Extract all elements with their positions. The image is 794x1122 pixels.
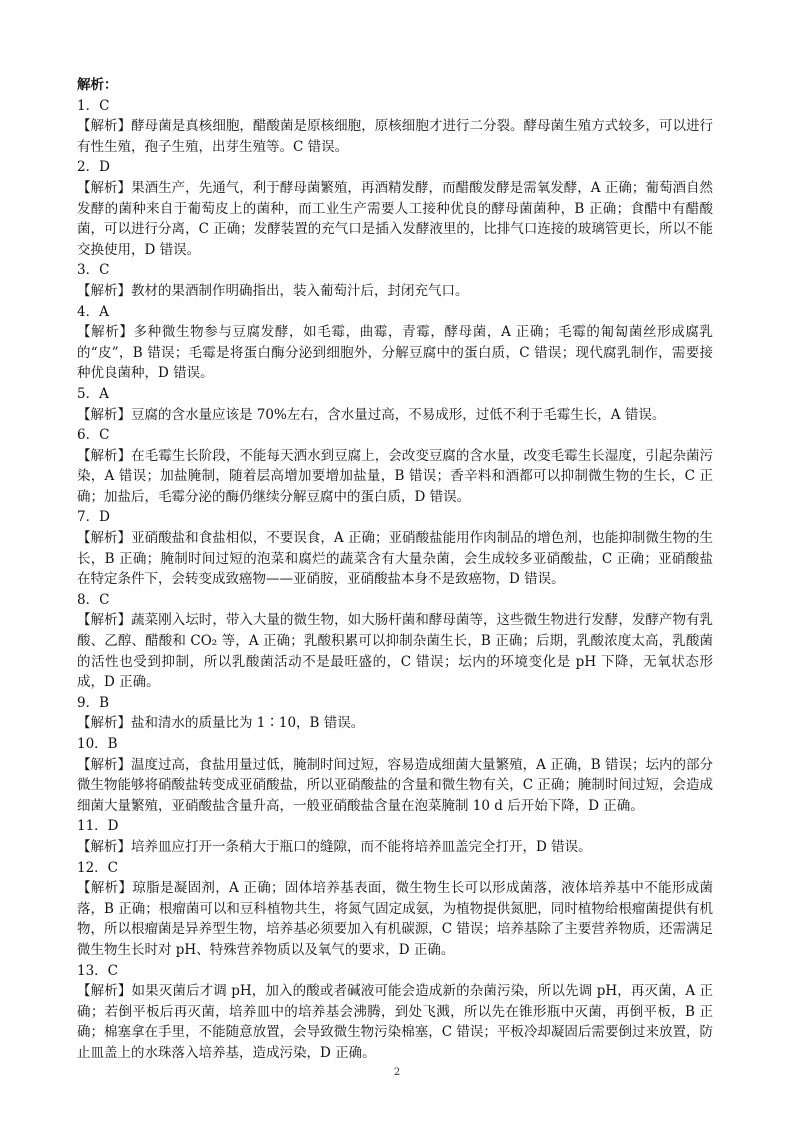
answer-number: 1．C: [77, 97, 110, 114]
explanation-paragraph: [77, 405, 713, 426]
answer-number: 11．D: [77, 818, 119, 835]
explanation-paragraph: [77, 178, 713, 260]
answer-number: 9．B: [77, 694, 110, 711]
page-number: 2: [393, 1067, 401, 1078]
explanation-text: 豆腐的含水量应该是 70%左右，含水量过高，不易成形，过低不利于毛霉生长，A 错误。: [131, 406, 666, 423]
explanation-text: 在毛霉生长阶段，不能每天洒水到豆腐上，会改变豆腐的含水量，改变毛霉生长湿度，引起杂菌污染，A 错误；加盐腌制，随着层高增加要增加盐量，B 错误；香辛料和酒都可以抑制微生物的生长，C 正确；加盐后，毛霉分泌的酶仍继续分解豆腐中的蛋白质，D 错误。: [77, 447, 714, 505]
explanation-text: 多种微生物参与豆腐发酵，如毛霉，曲霉，青霉，酵母菌，A 正确；毛霉的匍匐菌丝形成腐乳的“皮”，B 错误；毛霉是将蛋白酶分泌到细胞外，分解豆腐中的蛋白质，C 错误；现代腐乳制作，需要接种优良菌种，D 错误。: [77, 324, 713, 382]
explanation-tag: 【解析】: [77, 715, 131, 732]
explanation-text: 盐和清水的质量比为 1∶10，B 错误。: [131, 715, 365, 732]
explanation-text: 琼脂是凝固剂，A 正确；固体培养基表面，微生物生长可以形成菌落，液体培养基中不能形成菌落，B 正确；根瘤菌可以和豆科植物共生，将氮气固定成氨，为植物提供氮肥，同时植物给根瘤菌提供有机物，所以根瘤菌是异养型生物，培养基必须要加入有机碳源，C 错误；培养基除了主要营养物质，还需满足微生物生长时对 pH、特殊营养物质以及氧气的要求，D 正确。: [77, 880, 714, 958]
explanation-text: 培养皿应打开一条稍大于瓶口的缝隙，而不能将培养皿盖完全打开，D 错误。: [131, 838, 592, 855]
explanation-text: 酵母菌是真核细胞，醋酸菌是原核细胞，原核细胞才进行二分裂。酵母菌生殖方式较多，可以进行有性生殖，孢子生殖，出芽生殖等。C 错误。: [77, 118, 714, 155]
answer-number: 5．A: [77, 385, 109, 402]
explanation-tag: 【解析】: [77, 880, 133, 897]
answer-number: 4．A: [77, 303, 109, 320]
answer-number: 6．C: [77, 427, 110, 444]
explanation-paragraph: [77, 837, 713, 858]
section-heading: 解析：: [77, 77, 118, 93]
answer-number: 10．B: [77, 736, 118, 752]
explanation-text: 如果灭菌后才调 pH，加入的酸或者碱液可能会造成新的杂菌污染，所以先调 pH，再灭菌，A 正确；若倒平板后再灭菌，培养皿中的培养基会沸腾，到处飞溅，所以先在锥形瓶中灭菌，再倒平板，B 正确；棉塞拿在手里，不能随意放置，会导致微生物污染棉塞，C 错误；平板冷却凝固后需要倒过来放置，防止皿盖上的水珠落入培养基，造成污染，D 正确。: [77, 983, 714, 1061]
answer-number: 3．C: [77, 262, 110, 279]
explanation-paragraph: [77, 446, 713, 508]
answer-number: 13．C: [77, 962, 119, 979]
explanation-text: 蔬菜刚入坛时，带入大量的微生物，如大肠杆菌和酵母菌等，这些微生物进行发酵，发酵产物有乳酸、乙醇、醋酸和 CO₂ 等，A 正确；乳酸积累可以抑制杂菌生长，B 正确；后期，乳酸浓度太高，乳酸菌的活性也受到抑制，所以乳酸菌活动不是最旺盛的，C 错误；坛内的环境变化是 pH 下降，无氧状态形成，D 正确。: [77, 612, 714, 691]
explanation-text: 教材的果酒制作明确指出，装入葡萄汁后，封闭充气口。: [131, 282, 469, 299]
explanation-text: 亚硝酸盐和食盐相似，不要误食，A 正确；亚硝酸盐能用作肉制品的增色剂，也能抑制微生物的生长，B 正确；腌制时间过短的泡菜和腐烂的蔬菜含有大量杂菌，会生成较多亚硝酸盐，C 正确；亚硝酸盐在特定条件下，会转变成致癌物——亚硝胺，亚硝酸盐本身不是致癌物，D 错误。: [77, 530, 714, 588]
explanation-tag: 【解析】: [77, 282, 131, 299]
explanation-paragraph: [77, 981, 713, 1063]
explanation-paragraph: [77, 281, 713, 302]
explanation-paragraph: [77, 878, 713, 960]
explanation-tag: 【解析】: [77, 324, 134, 341]
explanation-tag: 【解析】: [77, 612, 132, 629]
answer-number: 8．C: [77, 591, 110, 608]
answer-list: [77, 96, 713, 1064]
explanation-tag: 【解析】: [77, 179, 132, 196]
explanation-text: 温度过高，食盐用量过低，腌制时间过短，容易造成细菌大量繁殖，A 正确，B 错误；坛内的部分微生物能够将硝酸盐转变成亚硝酸盐，所以亚硝酸盐的含量和微生物有关，C 正确；腌制时间过短，会造成细菌大量繁殖，亚硝酸盐含量升高，一般亚硝酸盐含量在泡菜腌制 10 d 后开始下降，D 正确。: [77, 756, 713, 814]
answer-number: 7．D: [77, 509, 110, 526]
explanation-paragraph: [77, 713, 713, 734]
explanation-paragraph: [77, 322, 713, 384]
explanation-paragraph: [77, 116, 713, 157]
answer-section: [77, 75, 713, 1064]
explanation-tag: 【解析】: [77, 447, 132, 464]
explanation-paragraph: [77, 755, 713, 817]
explanation-tag: 【解析】: [77, 756, 132, 773]
explanation-tag: 【解析】: [77, 530, 132, 547]
answer-number: 12．C: [77, 859, 119, 876]
explanation-tag: 【解析】: [77, 118, 132, 135]
explanation-tag: 【解析】: [77, 406, 131, 423]
explanation-tag: 【解析】: [77, 838, 131, 855]
explanation-tag: 【解析】: [77, 983, 132, 1000]
answer-number: 2．D: [77, 159, 110, 176]
explanation-paragraph: [77, 528, 713, 590]
explanation-text: 果酒生产，先通气，利于酵母菌繁殖，再酒精发酵，而醋酸发酵是需氧发酵，A 正确；葡萄酒自然发酵的菌种来自于葡萄皮上的菌种，而工业生产需要人工接种优良的酵母菌菌种，B 正确；食醋中有醋酸菌，可以进行分离，C 正确；发酵装置的充气口是插入发酵液里的，比排气口连接的玻璃管更长，所以不能交换使用，D 错误。: [77, 179, 714, 258]
explanation-paragraph: [77, 610, 713, 692]
